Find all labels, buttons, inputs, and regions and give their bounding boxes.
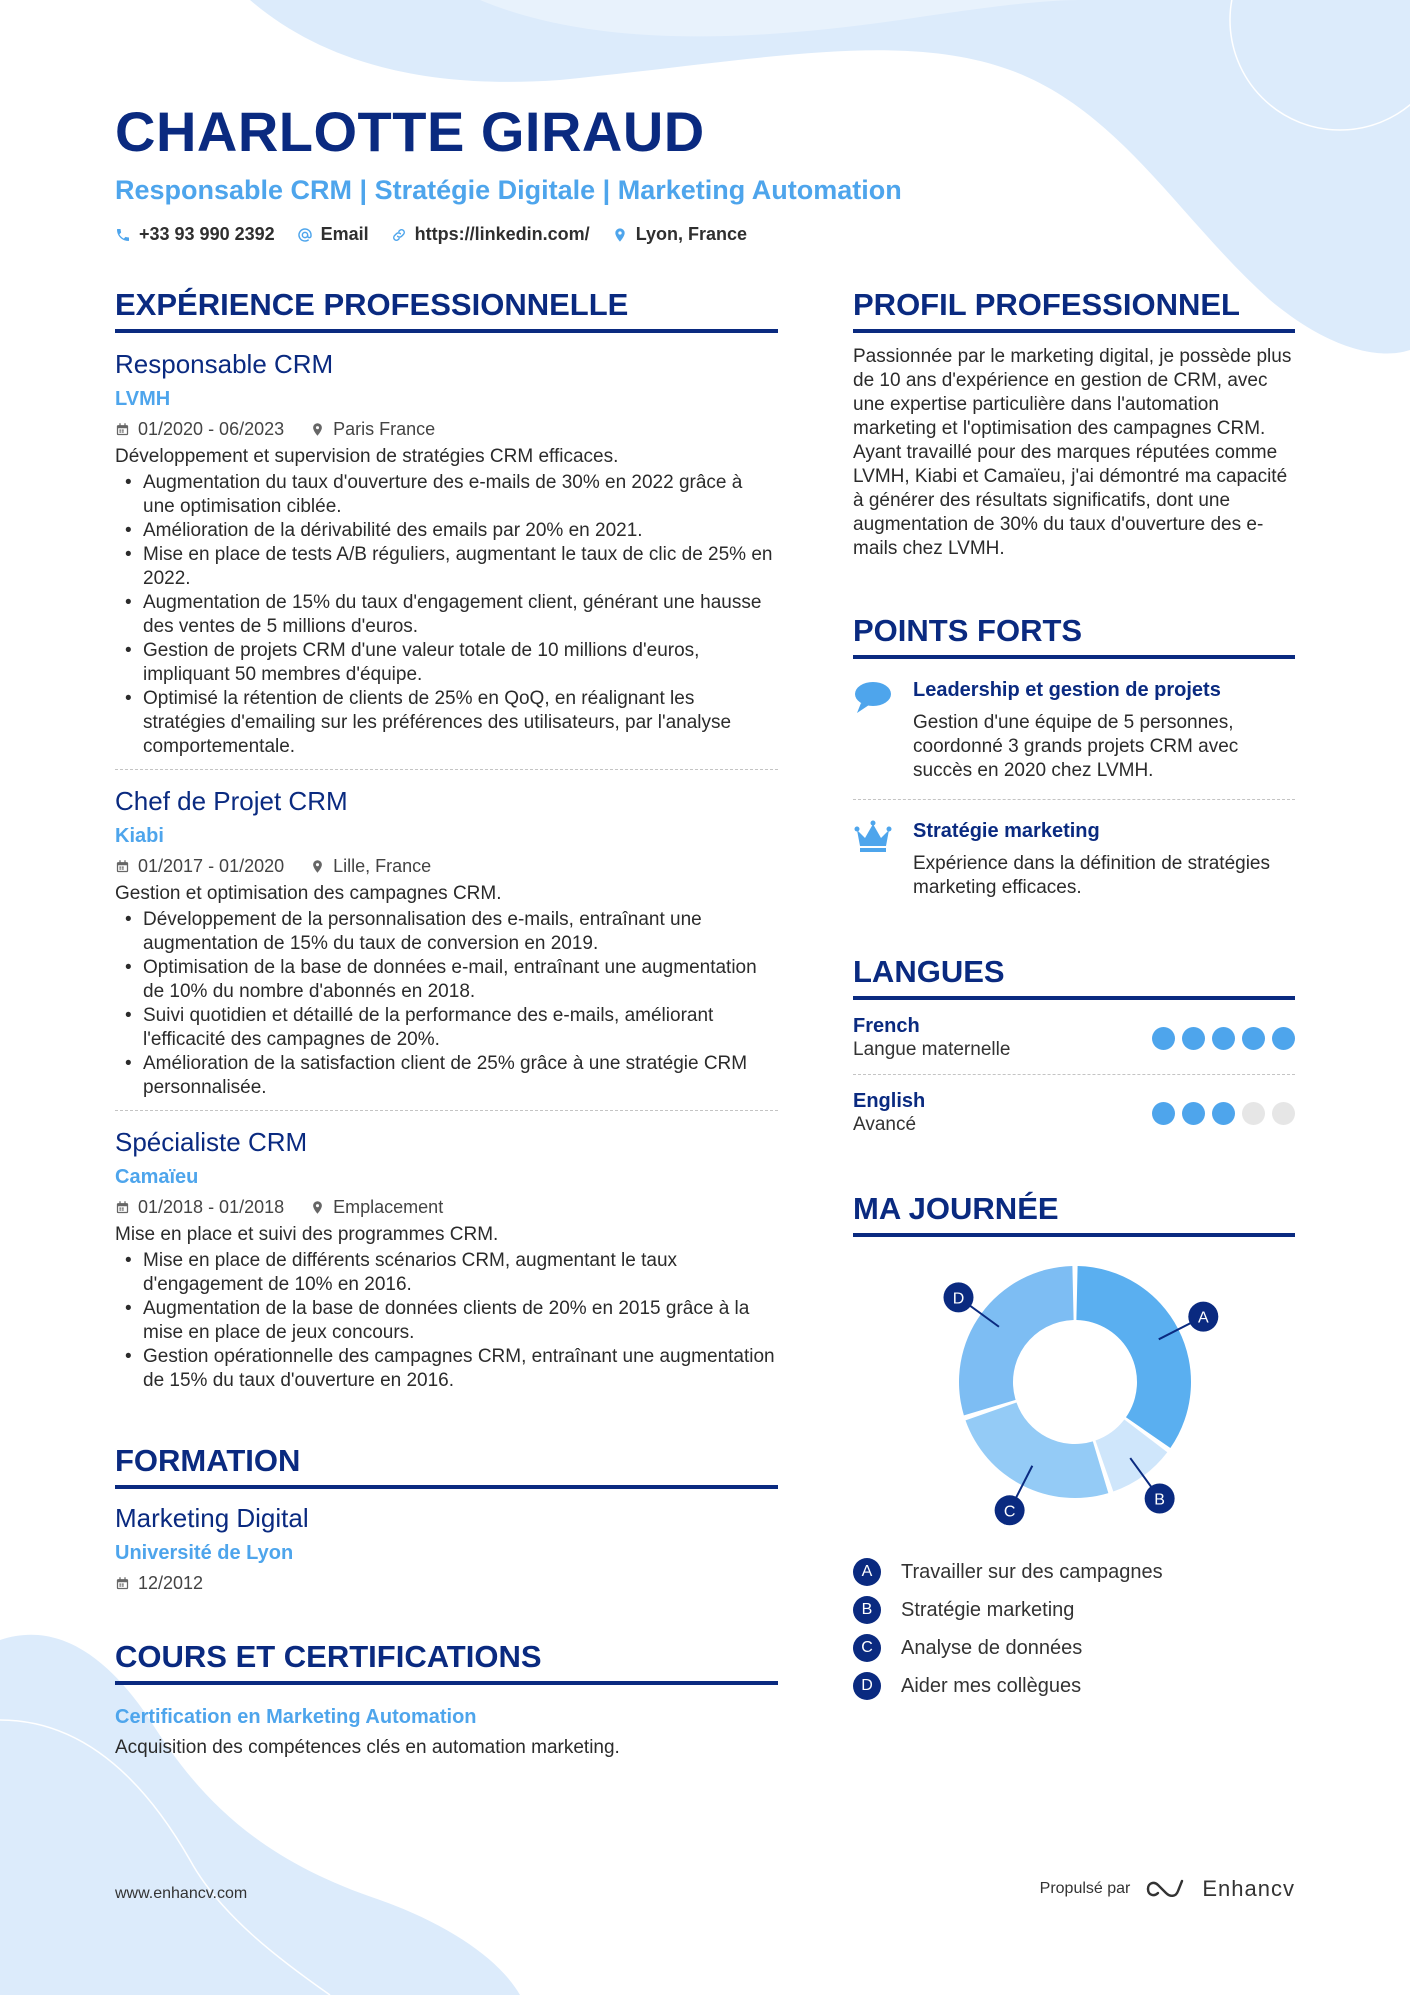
- location-pin-icon: [310, 1200, 325, 1215]
- job-dates: 01/2018 - 01/2018: [138, 1197, 285, 1217]
- journee-title: MA JOURNÉE: [853, 1189, 1295, 1237]
- bullet: • Augmentation du taux d'ouverture des e-mails de 30% en 2022 grâce à une optimisation ciblée.: [115, 471, 778, 519]
- language-level: Avancé: [853, 1114, 917, 1135]
- bullet: • Augmentation de la base de données clients de 20% en 2015 grâce à la mise en place de jeux concours.: [115, 1297, 778, 1345]
- bullet: • Optimisé la rétention de clients de 25% en QoQ, en réalignant les stratégies d'emailing sur les préférences des utilisateurs, par l'analyse comportementale.: [115, 687, 778, 759]
- donut-slice-c: [966, 1402, 1109, 1498]
- job-bullets: [115, 1249, 778, 1393]
- degree-title: Marketing Digital: [115, 1503, 309, 1533]
- job-location: Paris France: [333, 419, 436, 439]
- job-dates: 01/2017 - 01/2020: [138, 856, 285, 876]
- language-item: [853, 1000, 1295, 1074]
- calendar-icon: [115, 1200, 130, 1215]
- job-meta: [115, 854, 778, 878]
- link-icon: [391, 227, 407, 243]
- donut-marker-label: A: [1197, 1309, 1209, 1327]
- job-meta: [115, 417, 778, 441]
- job-description: Développement et supervision de stratégies CRM efficaces.: [115, 446, 619, 467]
- strength-item: [853, 799, 1295, 916]
- job-bullets: [115, 471, 778, 759]
- language-rating: [1152, 1102, 1295, 1125]
- donut-slice-d: [959, 1266, 1074, 1415]
- strength-item: [853, 659, 1295, 799]
- language-name: English: [853, 1090, 926, 1112]
- language-level: Langue maternelle: [853, 1039, 1011, 1060]
- left-column: [115, 285, 778, 1761]
- experience-title: EXPÉRIENCE PROFESSIONNELLE: [115, 285, 778, 333]
- strengths-title: POINTS FORTS: [853, 611, 1295, 659]
- bullet: • Gestion de projets CRM d'une valeur totale de 10 millions d'euros, impliquant 50 membres d'équipe.: [115, 639, 778, 687]
- strength-title: Stratégie marketing: [913, 820, 1100, 842]
- legend-badge: D: [853, 1672, 881, 1700]
- linkedin-text: https://linkedin.com/: [414, 224, 590, 244]
- bullet: • Augmentation de 15% du taux d'engagement client, générant une hausse des ventes de 5 millions d'euros.: [115, 591, 778, 639]
- journee-section: [853, 1189, 1295, 1705]
- donut-marker-label: B: [1154, 1491, 1165, 1509]
- donut-marker-label: C: [1003, 1503, 1016, 1521]
- bullet: • Mise en place de différents scénarios CRM, augmentant le taux d'engagement de 10% en 2016.: [115, 1249, 778, 1297]
- rating-dot-empty: [1272, 1102, 1295, 1125]
- certifications-section: [115, 1637, 778, 1761]
- brand-name: Enhancv: [1202, 1876, 1295, 1901]
- right-column: [853, 285, 1295, 1705]
- rating-dot-filled: [1272, 1027, 1295, 1050]
- job-location: Emplacement: [333, 1197, 444, 1217]
- bullet: • Amélioration de la satisfaction client de 25% grâce à une stratégie CRM personnalisée.: [115, 1052, 778, 1100]
- header: [115, 98, 1315, 245]
- school-name: Université de Lyon: [115, 1542, 294, 1564]
- powered-by-text: Propulsé par: [1039, 1880, 1131, 1897]
- contact-linkedin[interactable]: [391, 224, 590, 245]
- bullet: • Développement de la personnalisation des e-mails, entraînant une augmentation de 15% du taux de conversion en 2019.: [115, 908, 778, 956]
- legend-badge: C: [853, 1634, 881, 1662]
- strength-description: Gestion d'une équipe de 5 personnes, coordonné 3 grands projets CRM avec succès en 2020 chez LVMH.: [913, 712, 1239, 781]
- contact-phone[interactable]: [115, 224, 275, 245]
- strength-title: Leadership et gestion de projets: [913, 679, 1221, 701]
- footer-website[interactable]: www.enhancv.com: [115, 1885, 248, 1902]
- rating-dot-filled: [1152, 1027, 1175, 1050]
- experience-item: [115, 1110, 778, 1403]
- legend-item: [853, 1667, 1295, 1705]
- job-title: Spécialiste CRM: [115, 1127, 308, 1157]
- experience-item: [115, 333, 778, 769]
- location-pin-icon: [310, 859, 325, 874]
- job-description: Mise en place et suivi des programmes CRM.: [115, 1224, 499, 1245]
- formation-section: [115, 1441, 778, 1595]
- education-date: 12/2012: [138, 1573, 204, 1593]
- enhancv-logo-icon: [1144, 1877, 1188, 1901]
- donut-marker-label: D: [952, 1290, 965, 1308]
- language-rating: [1152, 1027, 1295, 1050]
- profile-title: PROFIL PROFESSIONNEL: [853, 285, 1295, 333]
- bullet: • Suivi quotidien et détaillé de la performance des e-mails, améliorant l'efficacité des campagnes de 20%.: [115, 1004, 778, 1052]
- bullet: • Optimisation de la base de données e-mail, entraînant une augmentation de 10% du nombre d'abonnés en 2018.: [115, 956, 778, 1004]
- job-bullets: [115, 908, 778, 1100]
- headline: Responsable CRM | Stratégie Digitale | Marketing Automation: [115, 175, 902, 205]
- legend-label: Analyse de données: [901, 1636, 1083, 1659]
- contact-email[interactable]: [297, 224, 369, 245]
- location-pin-icon: [310, 422, 325, 437]
- legend-label: Travailler sur des campagnes: [901, 1560, 1163, 1583]
- legend-label: Aider mes collègues: [901, 1674, 1082, 1697]
- rating-dot-filled: [1242, 1027, 1265, 1050]
- job-title: Chef de Projet CRM: [115, 786, 348, 816]
- bullet: • Mise en place de tests A/B réguliers, augmentant le taux de clic de 25% en 2022.: [115, 543, 778, 591]
- job-dates: 01/2020 - 06/2023: [138, 419, 285, 439]
- candidate-name: CHARLOTTE GIRAUD: [115, 100, 705, 163]
- at-icon: [297, 227, 313, 243]
- contact-location: [612, 224, 747, 245]
- calendar-icon: [115, 859, 130, 874]
- languages-section: [853, 952, 1295, 1149]
- certification-description: Acquisition des compétences clés en automation marketing.: [115, 1737, 620, 1758]
- strengths-section: [853, 611, 1295, 916]
- calendar-icon: [115, 1576, 130, 1591]
- job-location: Lille, France: [333, 856, 432, 876]
- job-meta: [115, 1195, 778, 1219]
- speech-bubble-icon: [853, 679, 893, 715]
- location-text: Lyon, France: [635, 224, 748, 244]
- certification-name: Certification en Marketing Automation: [115, 1706, 477, 1728]
- rating-dot-filled: [1152, 1102, 1175, 1125]
- company-name: Camaïeu: [115, 1166, 199, 1188]
- job-description: Gestion et optimisation des campagnes CRM.: [115, 883, 502, 904]
- formation-title: FORMATION: [115, 1441, 778, 1489]
- strength-description: Expérience dans la définition de stratégies marketing efficaces.: [913, 853, 1271, 898]
- footer-branding: [1040, 1876, 1295, 1902]
- legend-item: [853, 1629, 1295, 1667]
- certifications-title: COURS ET CERTIFICATIONS: [115, 1637, 778, 1685]
- phone-icon: [115, 227, 131, 243]
- bullet: • Gestion opérationnelle des campagnes CRM, entraînant une augmentation de 15% du taux d'ouverture en 2016.: [115, 1345, 778, 1393]
- legend-badge: A: [853, 1558, 881, 1586]
- languages-title: LANGUES: [853, 952, 1295, 1000]
- education-meta: [115, 1571, 778, 1595]
- company-name: LVMH: [115, 388, 171, 410]
- rating-dot-filled: [1212, 1102, 1235, 1125]
- day-donut-chart: [853, 1237, 1295, 1537]
- location-pin-icon: [612, 227, 628, 243]
- donut-slice-a: [1076, 1266, 1191, 1448]
- job-title: Responsable CRM: [115, 349, 334, 379]
- email-text: Email: [320, 224, 369, 244]
- donut-legend: [853, 1553, 1295, 1705]
- legend-item: [853, 1553, 1295, 1591]
- bullet: • Amélioration de la dérivabilité des emails par 20% en 2021.: [115, 519, 778, 543]
- crown-icon: [853, 820, 893, 854]
- profile-text: Passionnée par le marketing digital, je possède plus de 10 ans d'expérience en gestion de CRM, avec une expertise particulière dans l'automation marketing et l'optimisation des campagnes CRM. Ayant travaillé pour des marques réputées comme LVMH, Kiabi et Camaïeu, j'ai démontré ma capacité à générer des résultats significatifs, dont une augmentation de 30% du taux d'ouverture des e-mails chez LVMH.: [853, 346, 1292, 559]
- legend-badge: B: [853, 1596, 881, 1624]
- language-name: French: [853, 1015, 920, 1037]
- rating-dot-empty: [1242, 1102, 1265, 1125]
- rating-dot-filled: [1182, 1027, 1205, 1050]
- rating-dot-filled: [1212, 1027, 1235, 1050]
- company-name: Kiabi: [115, 825, 164, 847]
- legend-label: Stratégie marketing: [901, 1598, 1075, 1621]
- contact-bar: [115, 224, 1315, 245]
- calendar-icon: [115, 422, 130, 437]
- rating-dot-filled: [1182, 1102, 1205, 1125]
- phone-text: +33 93 990 2392: [139, 224, 275, 244]
- language-item: [853, 1074, 1295, 1149]
- legend-item: [853, 1591, 1295, 1629]
- experience-item: [115, 769, 778, 1110]
